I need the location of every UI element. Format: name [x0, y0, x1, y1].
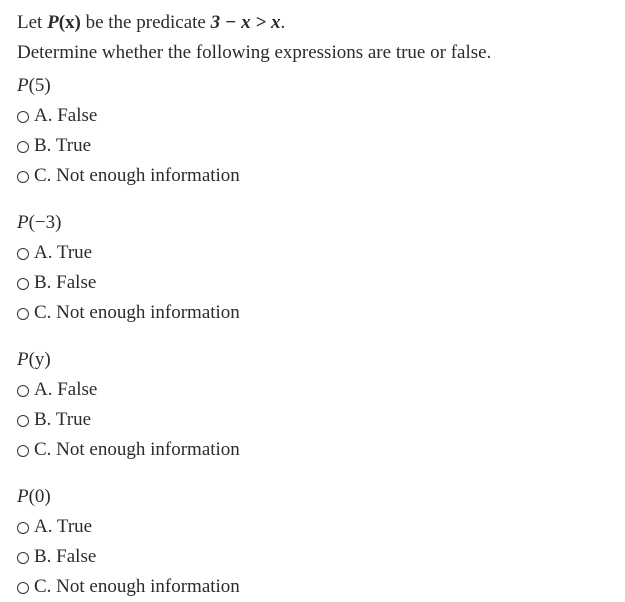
predicate-definition: [17, 8, 625, 38]
option-label: A. True: [34, 516, 93, 537]
option-b[interactable]: [17, 405, 625, 435]
radio-button[interactable]: [17, 308, 29, 320]
option-label: A. False: [34, 105, 98, 126]
option-a[interactable]: [17, 512, 625, 542]
option-a[interactable]: [17, 101, 625, 131]
radio-button[interactable]: [17, 111, 29, 123]
option-label: A. False: [34, 379, 98, 400]
option-c[interactable]: [17, 298, 625, 328]
option-label: A. True: [34, 242, 93, 263]
option-label: B. True: [34, 409, 92, 430]
radio-button[interactable]: [17, 248, 29, 260]
option-b[interactable]: [17, 542, 625, 572]
option-b[interactable]: [17, 268, 625, 298]
question-label: P(0): [17, 486, 51, 507]
option-label: C. Not enough information: [34, 576, 240, 597]
option-label: B. False: [34, 272, 97, 293]
option-a[interactable]: [17, 238, 625, 268]
intro-suffix-text: .: [280, 12, 286, 33]
predicate-name: P: [47, 12, 59, 33]
question-label: P(−3): [17, 212, 62, 233]
option-label: C. Not enough information: [34, 302, 240, 323]
predicate-variable: (x): [58, 12, 81, 33]
instruction-text: Determine whether the following expressions are true or false.: [17, 42, 492, 63]
radio-button[interactable]: [17, 415, 29, 427]
option-label: B. False: [34, 546, 97, 567]
radio-button[interactable]: [17, 171, 29, 183]
option-a[interactable]: [17, 375, 625, 405]
predicate-expression: 3 − x > x: [210, 12, 281, 33]
option-b[interactable]: [17, 131, 625, 161]
option-c[interactable]: [17, 161, 625, 191]
question-2: [17, 207, 625, 328]
question-label: P(5): [17, 75, 51, 96]
question-3: [17, 344, 625, 465]
question-label: P(y): [17, 349, 51, 370]
option-c[interactable]: [17, 435, 625, 465]
radio-button[interactable]: [17, 445, 29, 457]
radio-button[interactable]: [17, 278, 29, 290]
radio-button[interactable]: [17, 385, 29, 397]
option-label: C. Not enough information: [34, 439, 240, 460]
radio-button[interactable]: [17, 582, 29, 594]
option-label: C. Not enough information: [34, 165, 240, 186]
option-c[interactable]: [17, 572, 625, 602]
radio-button[interactable]: [17, 141, 29, 153]
radio-button[interactable]: [17, 522, 29, 534]
intro-mid-text: be the predicate: [80, 12, 211, 33]
radio-button[interactable]: [17, 552, 29, 564]
option-label: B. True: [34, 135, 92, 156]
question-1: [17, 70, 625, 191]
intro-prefix-text: Let: [17, 12, 48, 33]
question-4: [17, 481, 625, 602]
